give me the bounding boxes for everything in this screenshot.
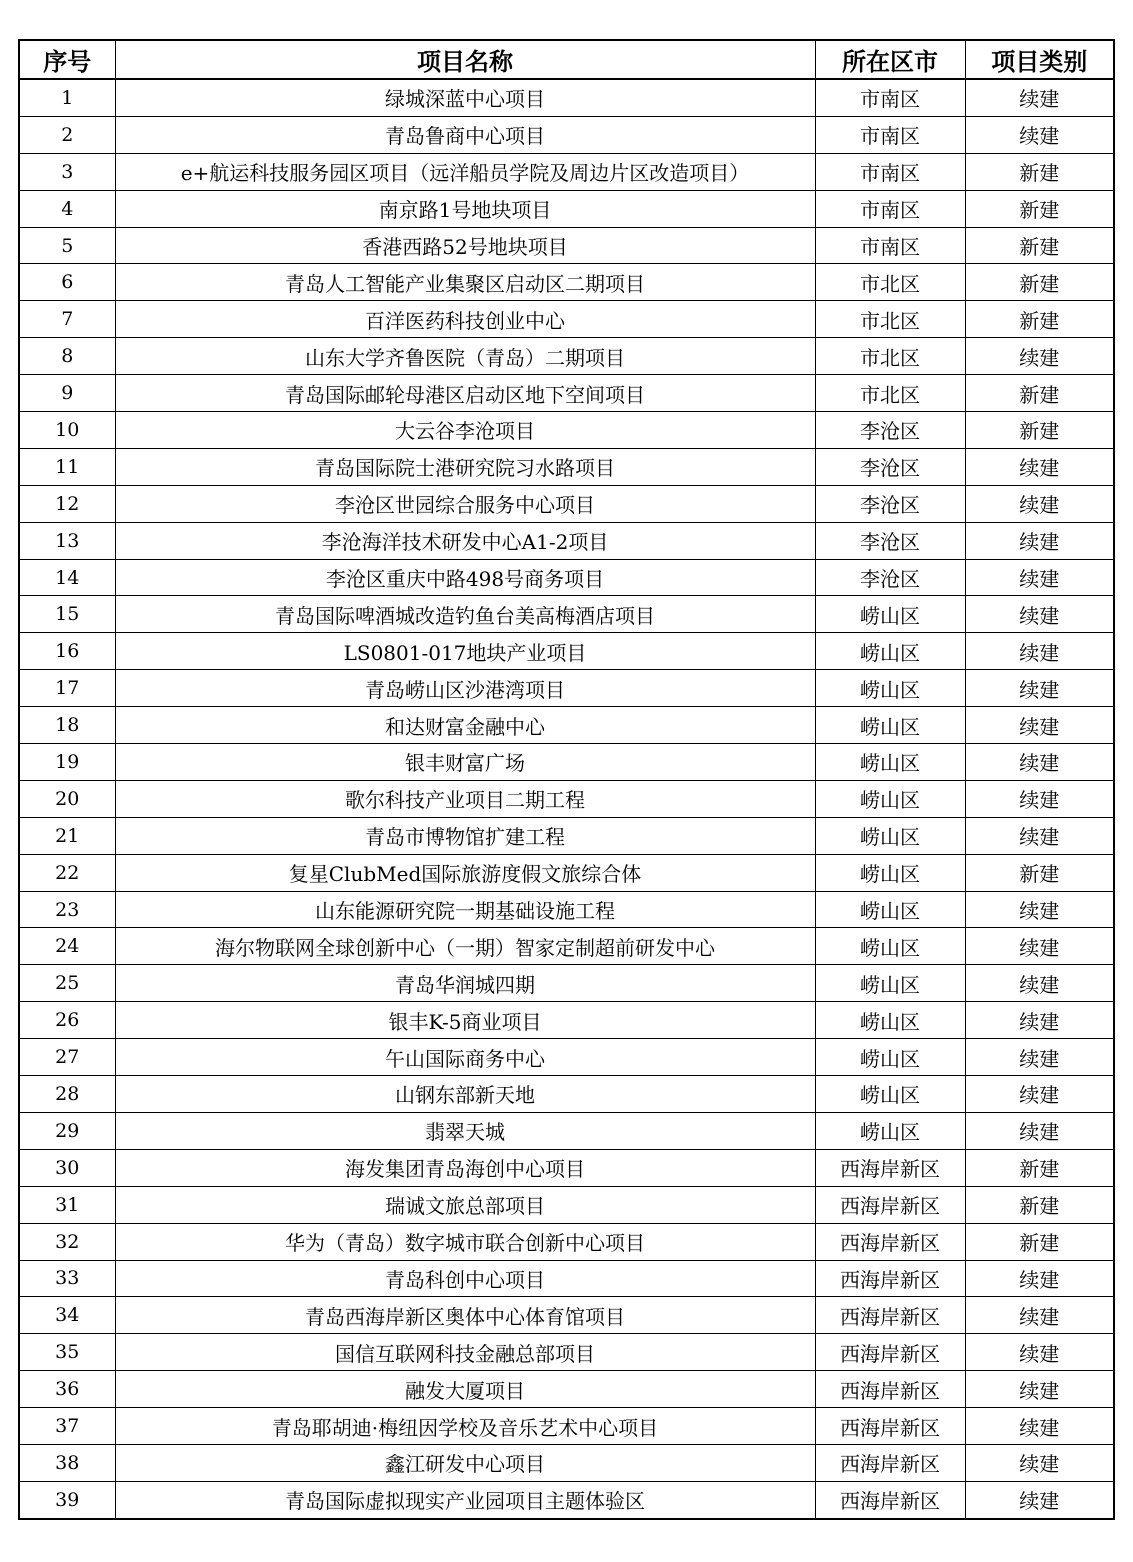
serial-number-cell: 7	[19, 301, 115, 338]
project-name-cell: 华为（青岛）数字城市联合创新中心项目	[115, 1223, 815, 1260]
table-row	[19, 596, 1114, 633]
table-row	[19, 707, 1114, 744]
serial-number-cell: 14	[19, 559, 115, 596]
serial-number-cell: 37	[19, 1408, 115, 1445]
district-cell: 李沧区	[815, 448, 965, 485]
district-cell: 西海岸新区	[815, 1260, 965, 1297]
header-project-category: 项目类别	[965, 40, 1114, 79]
district-cell: 西海岸新区	[815, 1149, 965, 1186]
table-row	[19, 301, 1114, 338]
district-cell: 市南区	[815, 190, 965, 227]
serial-number-cell: 11	[19, 448, 115, 485]
serial-number-cell: 31	[19, 1186, 115, 1223]
project-category-cell: 续建	[965, 338, 1114, 375]
serial-number-cell: 27	[19, 1039, 115, 1076]
project-name-cell: 青岛鲁商中心项目	[115, 116, 815, 153]
project-name-cell: 山东能源研究院一期基础设施工程	[115, 891, 815, 928]
project-name-cell: 午山国际商务中心	[115, 1039, 815, 1076]
district-cell: 崂山区	[815, 854, 965, 891]
project-category-cell: 新建	[965, 854, 1114, 891]
project-category-cell: 续建	[965, 522, 1114, 559]
district-cell: 崂山区	[815, 744, 965, 781]
serial-number-cell: 32	[19, 1223, 115, 1260]
serial-number-cell: 19	[19, 744, 115, 781]
serial-number-cell: 12	[19, 485, 115, 522]
district-cell: 崂山区	[815, 707, 965, 744]
header-district: 所在区市	[815, 40, 965, 79]
table-row	[19, 1260, 1114, 1297]
project-name-cell: 和达财富金融中心	[115, 707, 815, 744]
project-name-cell: 青岛国际虚拟现实产业园项目主题体验区	[115, 1481, 815, 1518]
serial-number-cell: 25	[19, 965, 115, 1002]
project-name-cell: 复星ClubMed国际旅游度假文旅综合体	[115, 854, 815, 891]
project-name-cell: 南京路1号地块项目	[115, 190, 815, 227]
project-name-cell: 百洋医药科技创业中心	[115, 301, 815, 338]
project-category-cell: 续建	[965, 79, 1114, 116]
serial-number-cell: 29	[19, 1112, 115, 1149]
table-body	[19, 79, 1114, 1519]
table-row	[19, 633, 1114, 670]
district-cell: 李沧区	[815, 559, 965, 596]
table-row	[19, 1371, 1114, 1408]
table-row	[19, 153, 1114, 190]
serial-number-cell: 24	[19, 928, 115, 965]
table-row	[19, 1149, 1114, 1186]
project-name-cell: 李沧区重庆中路498号商务项目	[115, 559, 815, 596]
project-category-cell: 续建	[965, 485, 1114, 522]
serial-number-cell: 36	[19, 1371, 115, 1408]
project-category-cell: 新建	[965, 227, 1114, 264]
table-row	[19, 448, 1114, 485]
serial-number-cell: 16	[19, 633, 115, 670]
project-name-cell: LS0801-017地块产业项目	[115, 633, 815, 670]
serial-number-cell: 23	[19, 891, 115, 928]
serial-number-cell: 2	[19, 116, 115, 153]
serial-number-cell: 35	[19, 1334, 115, 1371]
district-cell: 崂山区	[815, 965, 965, 1002]
serial-number-cell: 38	[19, 1444, 115, 1481]
project-name-cell: 李沧区世园综合服务中心项目	[115, 485, 815, 522]
project-category-cell: 续建	[965, 116, 1114, 153]
project-category-cell: 新建	[965, 190, 1114, 227]
serial-number-cell: 39	[19, 1481, 115, 1518]
district-cell: 西海岸新区	[815, 1444, 965, 1481]
project-name-cell: 歌尔科技产业项目二期工程	[115, 780, 815, 817]
project-name-cell: 青岛国际啤酒城改造钓鱼台美高梅酒店项目	[115, 596, 815, 633]
project-category-cell: 续建	[965, 670, 1114, 707]
project-name-cell: 青岛华润城四期	[115, 965, 815, 1002]
district-cell: 西海岸新区	[815, 1186, 965, 1223]
district-cell: 市北区	[815, 375, 965, 412]
project-name-cell: 青岛市博物馆扩建工程	[115, 817, 815, 854]
project-category-cell: 新建	[965, 1223, 1114, 1260]
district-cell: 西海岸新区	[815, 1334, 965, 1371]
table-row	[19, 780, 1114, 817]
table-row	[19, 1039, 1114, 1076]
project-category-cell: 续建	[965, 1076, 1114, 1113]
district-cell: 崂山区	[815, 670, 965, 707]
project-name-cell: 青岛耶胡迪·梅纽因学校及音乐艺术中心项目	[115, 1408, 815, 1445]
serial-number-cell: 18	[19, 707, 115, 744]
header-serial-number: 序号	[19, 40, 115, 79]
district-cell: 市南区	[815, 153, 965, 190]
project-category-cell: 续建	[965, 596, 1114, 633]
table-row	[19, 1223, 1114, 1260]
project-category-cell: 续建	[965, 1039, 1114, 1076]
serial-number-cell: 3	[19, 153, 115, 190]
serial-number-cell: 20	[19, 780, 115, 817]
table-row	[19, 227, 1114, 264]
table-row	[19, 1076, 1114, 1113]
district-cell: 市南区	[815, 116, 965, 153]
table-row	[19, 1334, 1114, 1371]
serial-number-cell: 10	[19, 412, 115, 449]
table-row	[19, 1481, 1114, 1518]
project-name-cell: 李沧海洋技术研发中心A1-2项目	[115, 522, 815, 559]
project-category-cell: 续建	[965, 1002, 1114, 1039]
serial-number-cell: 13	[19, 522, 115, 559]
project-category-cell: 新建	[965, 264, 1114, 301]
project-name-cell: 银丰K-5商业项目	[115, 1002, 815, 1039]
table-row	[19, 79, 1114, 116]
district-cell: 李沧区	[815, 522, 965, 559]
serial-number-cell: 22	[19, 854, 115, 891]
project-name-cell: 海尔物联网全球创新中心（一期）智家定制超前研发中心	[115, 928, 815, 965]
project-category-cell: 续建	[965, 1444, 1114, 1481]
serial-number-cell: 6	[19, 264, 115, 301]
project-name-cell: 青岛人工智能产业集聚区启动区二期项目	[115, 264, 815, 301]
table-row	[19, 559, 1114, 596]
serial-number-cell: 28	[19, 1076, 115, 1113]
project-name-cell: 青岛国际院士港研究院习水路项目	[115, 448, 815, 485]
table-row	[19, 891, 1114, 928]
serial-number-cell: 17	[19, 670, 115, 707]
project-name-cell: 瑞诚文旅总部项目	[115, 1186, 815, 1223]
project-category-cell: 续建	[965, 817, 1114, 854]
table-row	[19, 1408, 1114, 1445]
district-cell: 市南区	[815, 227, 965, 264]
district-cell: 市南区	[815, 79, 965, 116]
serial-number-cell: 4	[19, 190, 115, 227]
district-cell: 西海岸新区	[815, 1371, 965, 1408]
project-category-cell: 续建	[965, 1408, 1114, 1445]
project-name-cell: 绿城深蓝中心项目	[115, 79, 815, 116]
district-cell: 李沧区	[815, 485, 965, 522]
district-cell: 崂山区	[815, 891, 965, 928]
district-cell: 崂山区	[815, 928, 965, 965]
project-category-cell: 续建	[965, 928, 1114, 965]
table-row	[19, 1444, 1114, 1481]
table-row	[19, 264, 1114, 301]
district-cell: 崂山区	[815, 1039, 965, 1076]
project-category-cell: 续建	[965, 633, 1114, 670]
serial-number-cell: 30	[19, 1149, 115, 1186]
project-category-cell: 续建	[965, 780, 1114, 817]
table-row	[19, 522, 1114, 559]
project-category-cell: 续建	[965, 1371, 1114, 1408]
project-category-cell: 续建	[965, 1112, 1114, 1149]
project-category-cell: 新建	[965, 153, 1114, 190]
serial-number-cell: 1	[19, 79, 115, 116]
district-cell: 西海岸新区	[815, 1223, 965, 1260]
project-category-cell: 续建	[965, 1334, 1114, 1371]
district-cell: 崂山区	[815, 780, 965, 817]
district-cell: 西海岸新区	[815, 1297, 965, 1334]
serial-number-cell: 15	[19, 596, 115, 633]
project-name-cell: e+航运科技服务园区项目（远洋船员学院及周边片区改造项目）	[115, 153, 815, 190]
project-category-cell: 新建	[965, 1149, 1114, 1186]
district-cell: 崂山区	[815, 817, 965, 854]
district-cell: 市北区	[815, 264, 965, 301]
project-table	[18, 39, 1115, 1520]
table-row	[19, 190, 1114, 227]
district-cell: 崂山区	[815, 1002, 965, 1039]
project-category-cell: 续建	[965, 1481, 1114, 1518]
project-name-cell: 鑫江研发中心项目	[115, 1444, 815, 1481]
project-category-cell: 新建	[965, 301, 1114, 338]
table-row	[19, 744, 1114, 781]
table-row	[19, 1002, 1114, 1039]
table-row	[19, 1112, 1114, 1149]
serial-number-cell: 33	[19, 1260, 115, 1297]
serial-number-cell: 26	[19, 1002, 115, 1039]
table-row	[19, 928, 1114, 965]
table-row	[19, 375, 1114, 412]
project-name-cell: 翡翠天城	[115, 1112, 815, 1149]
project-category-cell: 续建	[965, 965, 1114, 1002]
table-row	[19, 854, 1114, 891]
project-name-cell: 青岛崂山区沙港湾项目	[115, 670, 815, 707]
project-name-cell: 山钢东部新天地	[115, 1076, 815, 1113]
table-header-row	[19, 40, 1114, 79]
project-name-cell: 国信互联网科技金融总部项目	[115, 1334, 815, 1371]
project-name-cell: 融发大厦项目	[115, 1371, 815, 1408]
project-name-cell: 青岛西海岸新区奥体中心体育馆项目	[115, 1297, 815, 1334]
table-row	[19, 1297, 1114, 1334]
project-category-cell: 续建	[965, 707, 1114, 744]
table-row	[19, 116, 1114, 153]
serial-number-cell: 5	[19, 227, 115, 264]
project-category-cell: 续建	[965, 891, 1114, 928]
project-category-cell: 新建	[965, 1186, 1114, 1223]
header-project-name: 项目名称	[115, 40, 815, 79]
serial-number-cell: 9	[19, 375, 115, 412]
table-row	[19, 965, 1114, 1002]
project-category-cell: 续建	[965, 744, 1114, 781]
district-cell: 崂山区	[815, 1076, 965, 1113]
table-row	[19, 338, 1114, 375]
table-row	[19, 817, 1114, 854]
district-cell: 崂山区	[815, 1112, 965, 1149]
project-name-cell: 香港西路52号地块项目	[115, 227, 815, 264]
district-cell: 崂山区	[815, 633, 965, 670]
table-row	[19, 485, 1114, 522]
district-cell: 市北区	[815, 301, 965, 338]
project-name-cell: 银丰财富广场	[115, 744, 815, 781]
project-category-cell: 新建	[965, 412, 1114, 449]
serial-number-cell: 21	[19, 817, 115, 854]
project-name-cell: 青岛科创中心项目	[115, 1260, 815, 1297]
project-name-cell: 青岛国际邮轮母港区启动区地下空间项目	[115, 375, 815, 412]
project-category-cell: 续建	[965, 448, 1114, 485]
project-name-cell: 大云谷李沧项目	[115, 412, 815, 449]
district-cell: 西海岸新区	[815, 1408, 965, 1445]
table-row	[19, 670, 1114, 707]
district-cell: 市北区	[815, 338, 965, 375]
district-cell: 崂山区	[815, 596, 965, 633]
serial-number-cell: 8	[19, 338, 115, 375]
project-name-cell: 海发集团青岛海创中心项目	[115, 1149, 815, 1186]
district-cell: 李沧区	[815, 412, 965, 449]
district-cell: 西海岸新区	[815, 1481, 965, 1518]
project-category-cell: 续建	[965, 1297, 1114, 1334]
serial-number-cell: 34	[19, 1297, 115, 1334]
table-row	[19, 412, 1114, 449]
table-row	[19, 1186, 1114, 1223]
project-category-cell: 续建	[965, 1260, 1114, 1297]
project-category-cell: 续建	[965, 559, 1114, 596]
project-category-cell: 新建	[965, 375, 1114, 412]
project-name-cell: 山东大学齐鲁医院（青岛）二期项目	[115, 338, 815, 375]
